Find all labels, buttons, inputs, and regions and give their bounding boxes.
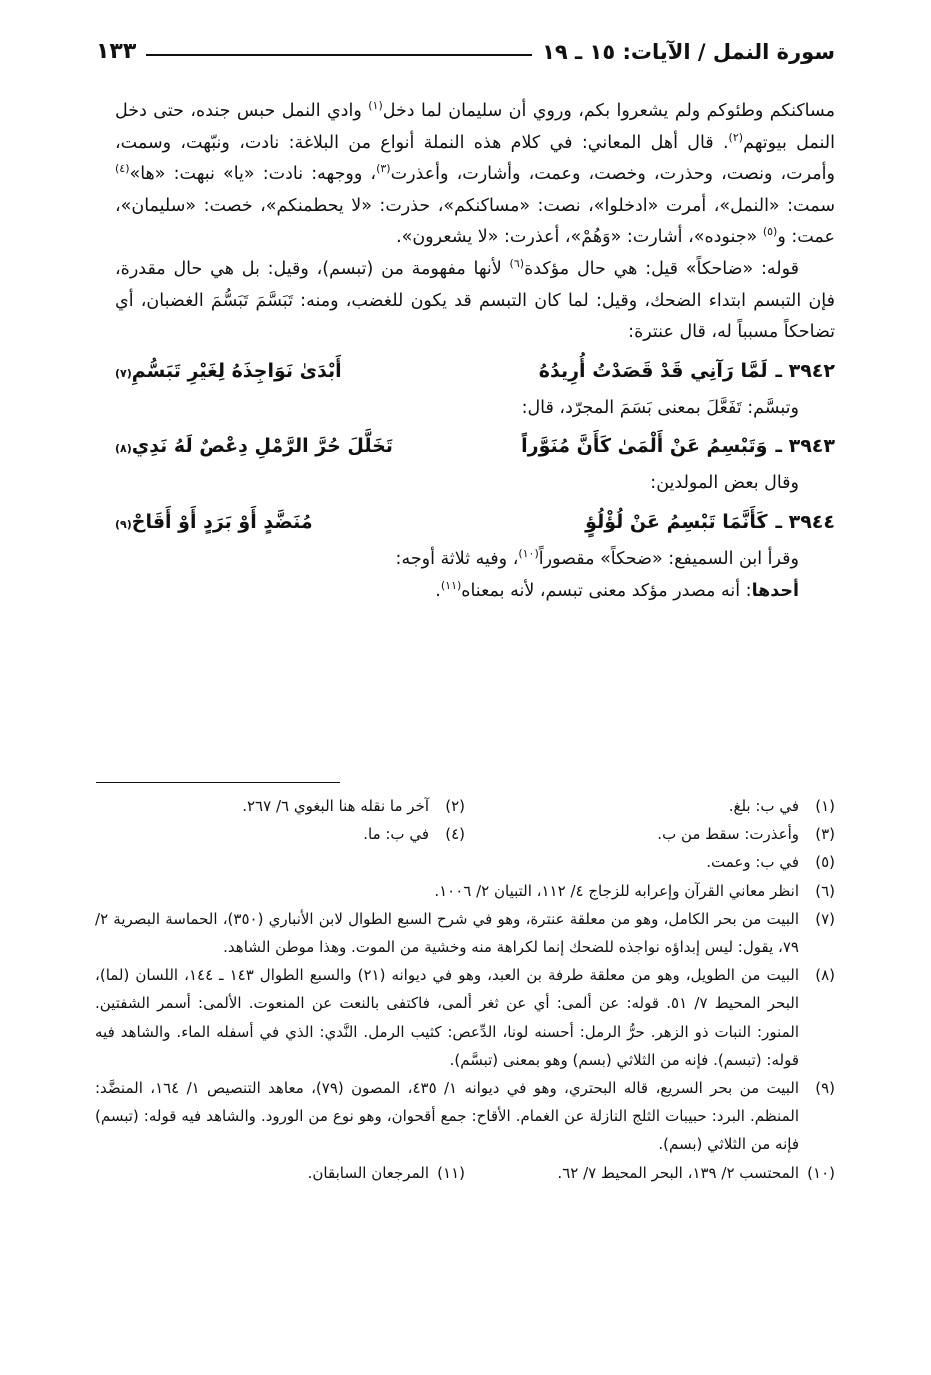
footnote-6: (٦) انظر معاني القرآن وإعرابه للزجاج ٤/ ١١٢، التبيان ٢/ ١٠٠٦.	[434, 881, 835, 900]
verse-3943: ٣٩٤٣ ـوَتَبْسِمُ عَنْ أَلْمَىٰ كَأَنَّ مُنَوَّراً تَخَلَّلَ حُرَّ الرَّمْلِ دِعْصٌ لَهُ نَدِي (٨)	[115, 424, 835, 468]
page-header	[96, 34, 835, 64]
footnote-3: (٣) وأعذرت: سقط من ب.	[657, 825, 835, 844]
running-title: سورة النمل / الآيات: ١٥ ـ ١٩	[542, 40, 835, 64]
footnote-ref[interactable]: (٥)	[762, 225, 778, 239]
footnote-9: (٩) البيت من بحر السريع، قاله البحتري، وهو في ديوانه ١/ ٤٣٥، المصون (٧٩)، معاهد التنصيص ١/ ١٦٤، المنضَّد: المنظم. البرد: حبيبات الثلج النازلة عن الغمام. الأقاح: جمع أقحوان، وهو نوع من الورود. والشاهد فيه قوله: (تبسم) فإنه من الثلاثي (بسم).	[95, 1079, 835, 1154]
footnote-ref[interactable]: (٤)	[115, 162, 130, 176]
page-number: ١٣٣	[96, 39, 137, 64]
footnote-ref[interactable]: (٢)	[728, 130, 744, 144]
footnote-11: (١١) المرجعان السابقان.	[307, 1163, 465, 1182]
verse-hemistich-2: مُنَضَّدٍ أَوْ بَرَدٍ أَوْ أَقَاحْ	[131, 510, 313, 533]
verse-hemistich-1: كَأَنَّمَا تَبْسِمُ عَنْ لُؤْلُؤٍ	[585, 510, 768, 533]
verse-3942: ٣٩٤٢ ـلَمَّا رَآنِي قَدْ قَصَدْتُ أُرِيدُهُ أَبْدَىٰ نَوَاجِذَهُ لِغَيْرِ تَبَسُّمِ (٧)	[115, 349, 835, 393]
verse-hemistich-2: أَبْدَىٰ نَوَاجِذَهُ لِغَيْرِ تَبَسُّمِ	[131, 359, 342, 382]
footnote-4: (٤) في ب: ما.	[363, 825, 465, 844]
footnotes	[95, 792, 835, 1187]
verse-hemistich-2: تَخَلَّلَ حُرَّ الرَّمْلِ دِعْصٌ لَهُ نَدِي	[131, 435, 393, 458]
verse-number: ٣٩٤٣ ـ	[775, 435, 835, 458]
footnote-ref[interactable]: (١)	[368, 99, 383, 113]
paragraph-5: وقرأ ابن السميفع: «ضحكاً» مقصوراً$^{(١٠)}$، وفيه ثلاثة أوجه:	[395, 547, 799, 569]
paragraph-4: وقال بعض المولدين:	[650, 473, 799, 494]
footnote-10: (١٠) المحتسب ٢/ ١٣٩، البحر المحيط ٧/ ٦٢.	[557, 1163, 835, 1182]
main-text	[115, 96, 835, 607]
verse-hemistich-1: وَتَبْسِمُ عَنْ أَلْمَىٰ كَأَنَّ مُنَوَّراً	[521, 435, 768, 458]
header-rule	[146, 54, 532, 56]
footnote-ref[interactable]: (٣)	[376, 162, 391, 176]
footnote-separator	[96, 782, 340, 783]
verse-number: ٣٩٤٤ ـ	[775, 510, 835, 533]
footnote-row	[95, 792, 835, 820]
footnote-8: (٨) البيت من الطويل، وهو من معلقة طرفة بن العبد، وهو في ديوانه (٢١) والسبع الطوال ١٤٣ ـ ١٤٤، اللسان (لما)، البحر المحيط ٧/ ٥١. قوله: عن ألمى: أي عن ثغر ألمى، فاكتفى بالنعت عن المنعوت. الألمى: أسمر الشفتين. المنور: النبات ذو الزهر. حرُّ الرمل: أحسنه لونا، الدِّعص: كثيب الرمل. النَّدي: الذي في أسفله الماء. والشاهد فيه قوله: (تبسم). فإنه من الثلاثي (بسم) وهو بمعنى (تبسَّم).	[95, 966, 835, 1069]
verse-hemistich-1: لَمَّا رَآنِي قَدْ قَصَدْتُ أُرِيدُهُ	[538, 359, 768, 382]
paragraph-6: أحدها: أنه مصدر مؤكد معنى تبسم، لأنه بمعناه$^{(١١)}$.	[435, 578, 799, 601]
verse-3944: ٣٩٤٤ ـكَأَنَّمَا تَبْسِمُ عَنْ لُؤْلُؤٍ مُنَضَّدٍ أَوْ بَرَدٍ أَوْ أَقَاحْ (٩)	[115, 500, 835, 544]
paragraph-3: وتبسَّم: تَفَعَّلَ بمعنى بَسَمَ المجرّد، قال:	[521, 397, 799, 418]
verse-number: ٣٩٤٢ ـ	[775, 359, 835, 382]
footnote-2: (٢) آخر ما نقله هنا البغوي ٦/ ٢٦٧.	[242, 797, 465, 815]
footnote-ref[interactable]: (٦)	[509, 257, 525, 271]
paragraph-2: قوله: «ضاحكاً» قيل: هي حال مؤكدة$^{(٦)}$ لأنها مفهومة من (تبسم)، وقيل: بل هي حال مقدرة، فإن التبسم ابتداء الضحك، وقيل: لما كان التبسم قد يكون للغضب، ومنه: تَبَسَّمَ تَبَسُّمَ الغضبان، أي تضاحكاً مسبباً له، قال عنترة:	[115, 257, 835, 343]
footnote-row	[95, 1159, 835, 1187]
footnote-ref[interactable]: (١١)	[440, 578, 462, 592]
footnote-5: (٥) في ب: وعمت.	[706, 853, 835, 872]
footnote-7: (٧) البيت من بحر الكامل، وهو من معلقة عنترة، وهو في شرح السبع الطوال لابن الأنباري (٣٥٠)، الحماسة البصرية ٢/ ٧٩، يقول: ليس إبداؤه نواجذه للضحك إنما لكراهة منه وخشية من الموت. وهذا موطن الشاهد.	[95, 909, 835, 957]
point-label: أحدها	[751, 580, 799, 601]
footnote-row	[95, 820, 835, 848]
footnote-ref[interactable]: (١٠)	[518, 547, 539, 561]
paragraph-1: مساكنكم وطئوكم ولم يشعروا بكم، وروي أن سليمان لما دخل$^{(١)}$ وادي النمل حبس جنده، حتى دخل النمل بيوتهم$^{(٢)}$. قال أهل المعاني: في كلام هذه النملة أنواع من البلاغة: نادت، ونبّهت، وسمت، وأمرت، ونصت، وحذرت، وخصت، وعمت، وأشارت، وأعذرت$^{(٣)}$، ووجهه: نادت: «يا» نبهت: «ها»$^{(٤)}$ سمت: «النمل»، أمرت «ادخلوا»، نصت: «مساكنكم»، حذرت: «لا يحطمنكم»، خصت: «سليمان»، عمت: و$^{(٥)}$ «جنوده»، أشارت: «وَهُمْ»، أعذرت: «لا يشعرون».	[115, 99, 835, 248]
footnote-1: (١) في ب: بلغ.	[728, 797, 835, 815]
